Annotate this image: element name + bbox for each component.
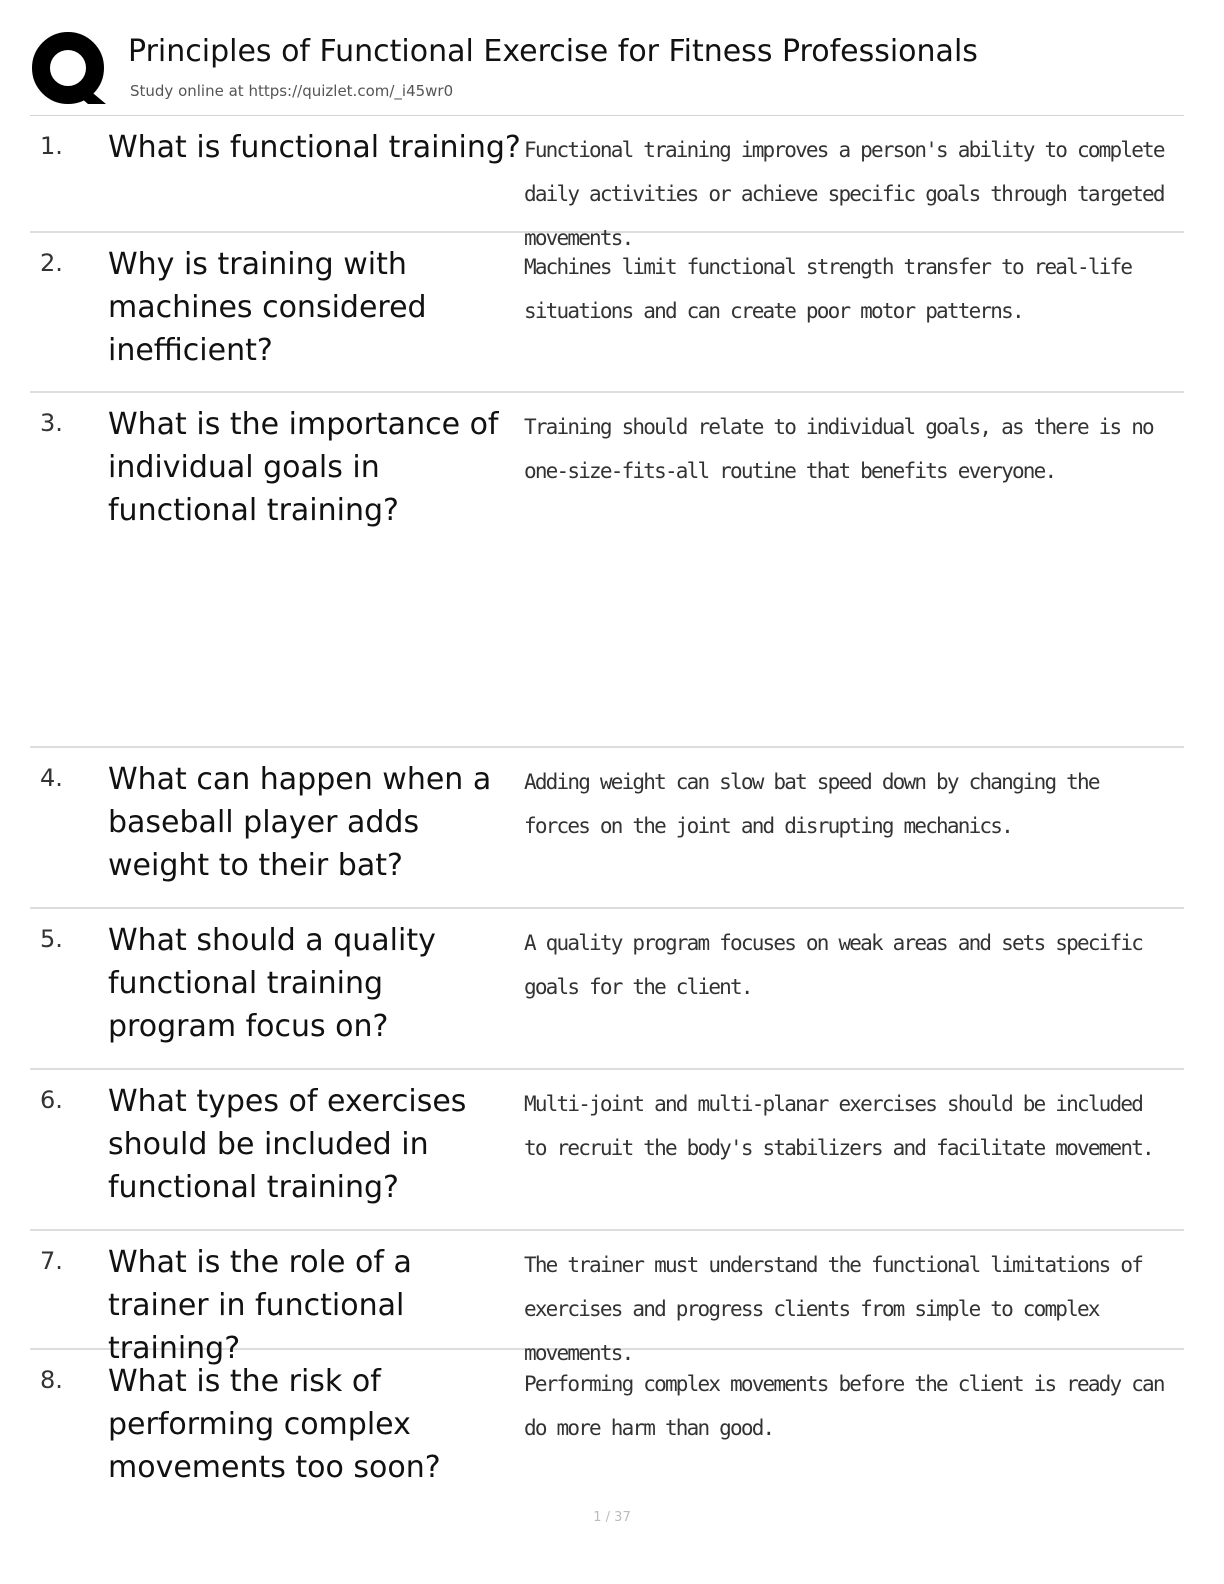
flashcard-row <box>30 116 1184 250</box>
flashcard-row <box>30 748 1184 909</box>
card-number: 1. <box>40 132 63 160</box>
card-term: What is the importance of individual goals in functional training? <box>108 407 499 528</box>
card-definition: Multi-joint and multi-planar exercises should be included to recruit the body's stabilizers and facilitate movement. <box>524 1092 1153 1160</box>
flashcard-row <box>30 1350 1184 1500</box>
card-definition: Machines limit functional strength transfer to real-life situations and can create poor motor patterns. <box>524 255 1132 323</box>
card-definition: A quality program focuses on weak areas and sets specific goals for the client. <box>524 931 1143 999</box>
card-number: 4. <box>40 764 63 792</box>
flashcard-list <box>30 116 1184 1500</box>
card-definition: Functional training improves a person's ability to complete daily activities or achieve specific goals through targeted movements. <box>524 138 1164 250</box>
card-term: What can happen when a baseball player adds weight to their bat? <box>108 762 492 883</box>
card-term: What types of exercises should be included in functional training? <box>108 1084 467 1205</box>
flashcard-row <box>30 393 1184 748</box>
card-definition: Training should relate to individual goals, as there is no one-size-fits-all routine that benefits everyone. <box>524 415 1153 483</box>
flashcard-row <box>30 233 1184 393</box>
flashcard-row <box>30 1231 1184 1366</box>
card-term: What is functional training? <box>108 130 521 165</box>
card-term: What is the risk of performing complex movements too soon? <box>108 1364 441 1485</box>
card-definition: The trainer must understand the functional limitations of exercises and progress clients from simple to complex movements. <box>524 1253 1143 1365</box>
card-number: 5. <box>40 925 63 953</box>
page-header <box>30 26 1190 116</box>
card-number: 3. <box>40 409 63 437</box>
card-term: What should a quality functional training program focus on? <box>108 923 436 1044</box>
quizlet-logo-icon <box>30 30 110 110</box>
flashcard-row <box>30 1070 1184 1231</box>
card-definition: Performing complex movements before the client is ready can do more harm than good. <box>524 1372 1164 1440</box>
card-number: 7. <box>40 1247 63 1275</box>
flashcard-row <box>30 909 1184 1070</box>
card-number: 8. <box>40 1366 63 1394</box>
page-title: Principles of Functional Exercise for Fitness Professionals <box>128 34 978 69</box>
card-number: 2. <box>40 249 63 277</box>
card-definition: Adding weight can slow bat speed down by changing the forces on the joint and disrupting mechanics. <box>524 770 1099 838</box>
card-term: Why is training with machines considered inefficient? <box>108 247 427 368</box>
card-number: 6. <box>40 1086 63 1114</box>
page-number: 1 / 37 <box>593 1510 631 1525</box>
study-link[interactable]: Study online at https://quizlet.com/_i45wr0 <box>130 82 454 100</box>
card-term: What is the role of a trainer in functional training? <box>108 1245 412 1366</box>
